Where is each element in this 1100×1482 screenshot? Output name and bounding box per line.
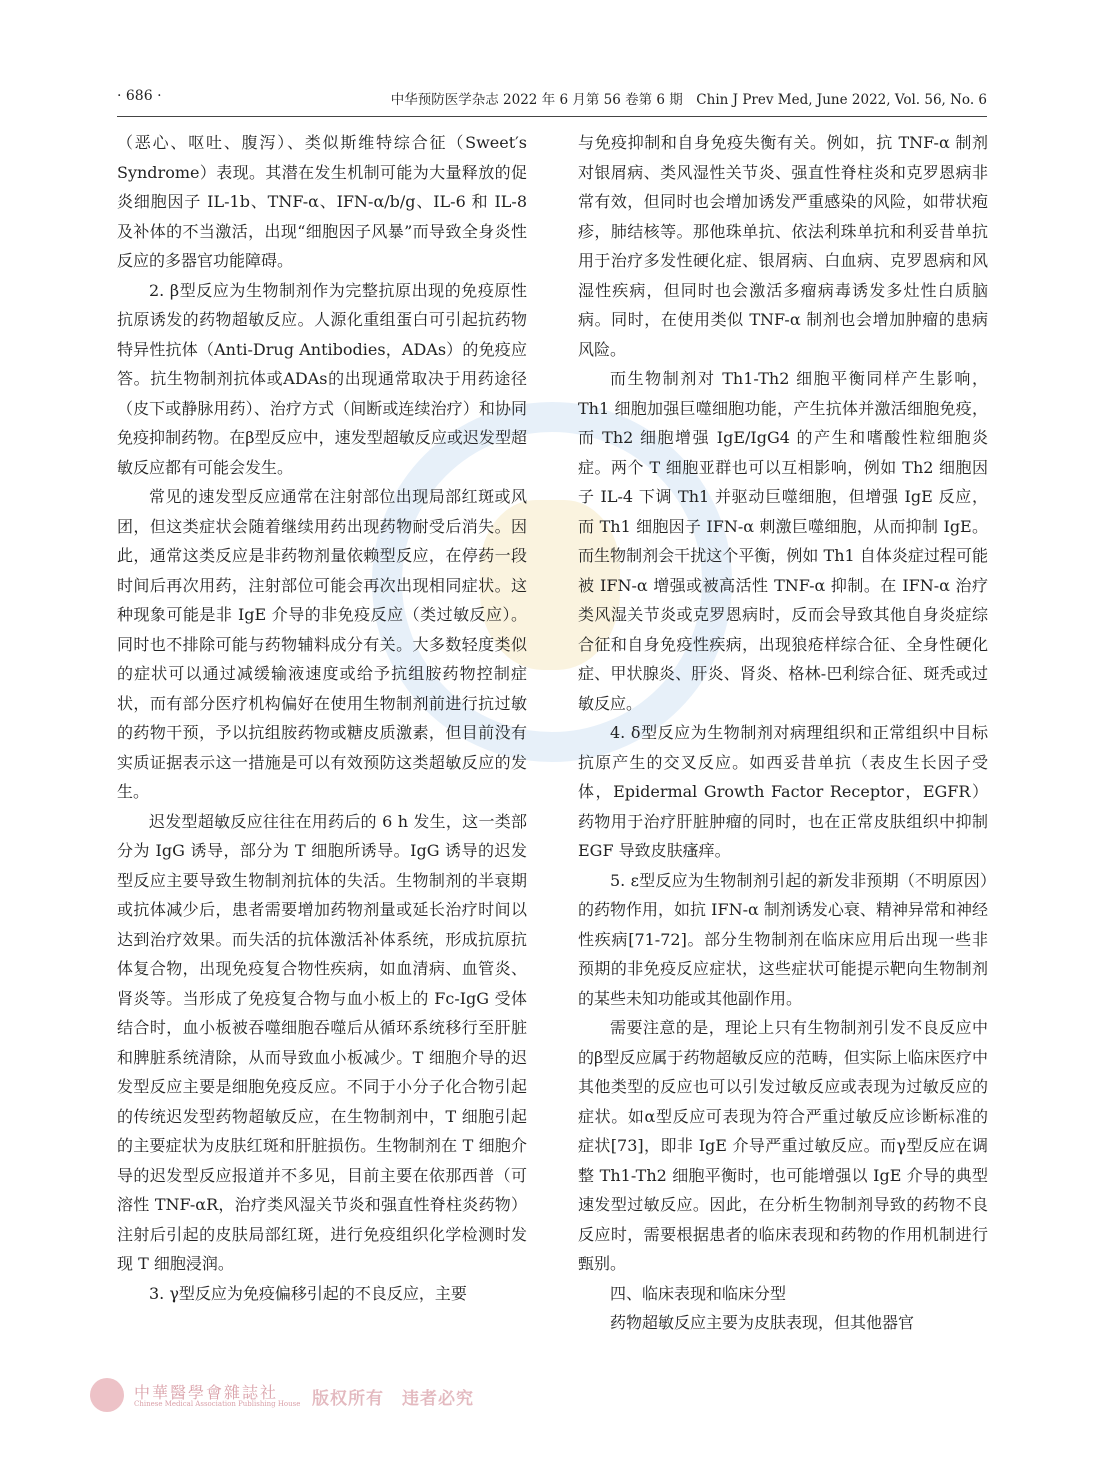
publisher-name: 中華醫學會雜誌社 [134, 1383, 279, 1402]
paragraph: 而生物制剂对 Th1-Th2 细胞平衡同样产生影响，Th1 细胞加强巨噬细胞功能，产生抗体并激活细胞免疫，而 Th2 细胞增强 IgE/IgG4 的产生和嗜酸性粒细胞炎症。两个 T 细胞亚群也可以互相影响，例如 Th2 细胞因子 IL-4 下调 Th1 并驱动巨噬细胞，但增强 IgE 反应，而 Th1 细胞因子 IFN-α 刺激巨噬细胞，从而抑制 IgE。而生物制剂会干扰这个平衡，例如 Th1 自体炎症过程可能被 IFN-α 增强或被高活性 TNF-α 抑制。在 IFN-α 治疗类风湿关节炎或克罗恩病时，反而会导致其他自身炎症综合征和自身免疫性疾病，出现狼疮样综合征、全身性硬化症、甲状腺炎、肝炎、肾炎、格林-巴利综合征、斑秃或过敏反应。 [578, 369, 988, 713]
paragraph: 5. ε型反应为生物制剂引起的新发非预期（不明原因）的药物作用，如抗 IFN-α 制剂诱发心衰、精神异常和神经性疾病[71-72]。部分生物制剂在临床应用后出现一些非预期的非免疫反应症状，这些症状可能提示靶向生物制剂的某些未知功能或其他副作用。 [578, 870, 988, 1008]
journal-citation: 中华预防医学杂志 2022 年 6 月第 56 卷第 6 期 Chin J Prev Med, June 2022, Vol. 56, No. 6 [390, 92, 987, 108]
publisher-name-en: Chinese Medical Association Publishing House [134, 1400, 301, 1408]
paragraph: 4. δ型反应为生物制剂对病理组织和正常组织中目标抗原产生的交叉反应。如西妥昔单抗（表皮生长因子受体，Epidermal Growth Factor Receptor，EGFR）药物用于治疗肝脏肿瘤的同时，也在正常皮肤组织中抑制 EGF 导致皮肤瘙痒。 [578, 723, 988, 860]
paragraph: 需要注意的是，理论上只有生物制剂引发不良反应中的β型反应属于药物超敏反应的范畴，但实际上临床医疗中其他类型的反应也可以引发过敏反应或表现为过敏反应的症状。如α型反应可表现为符合严重过敏反应诊断标准的症状[73]，即非 IgE 介导严重过敏反应。而γ型反应在调整 Th1-Th2 细胞平衡时，也可能增强以 IgE 介导的典型速发型过敏反应。因此，在分析生物制剂导致的药物不良反应时，需要根据患者的临床表现和药物的作用机制进行甄别。 [578, 1018, 988, 1273]
paragraph: （恶心、呕吐、腹泻）、类似斯维特综合征（Sweet′s Syndrome）表现。其潜在发生机制可能为大量释放的促炎细胞因子 IL-1b、TNF-α、IFN-α/b/g、IL-6 和 IL-8 及补体的不当激活，出现“细胞因子风暴”而导致全身炎性反应的多器官功能障碍。 [117, 133, 527, 270]
paragraph: 药物超敏反应主要为皮肤表现，但其他器官 [610, 1313, 915, 1332]
right-column [578, 128, 988, 1338]
section-heading: 四、临床表现和临床分型 [610, 1283, 787, 1303]
header-rule [117, 116, 987, 117]
paragraph: 3. γ型反应为免疫偏移引起的不良反应，主要 [149, 1283, 467, 1303]
paragraph: 2. β型反应为生物制剂作为完整抗原出现的免疫原性抗原诱发的药物超敏反应。人源化重组蛋白可引起抗药物特异性抗体（Anti-Drug Antibodies，ADAs）的免疫应答。抗生物制剂抗体或ADAs的出现通常取决于用药途径（皮下或静脉用药）、治疗方式（间断或连续治疗）和协同免疫抑制药物。在β型反应中，速发型超敏反应或迟发型超敏反应都有可能会发生。 [117, 280, 527, 477]
publisher-logo-icon [90, 1378, 124, 1412]
running-header [117, 86, 987, 114]
paragraph: 与免疫抑制和自身免疫失衡有关。例如，抗 TNF-α 制剂对银屑病、类风湿性关节炎、强直性脊柱炎和克罗恩病非常有效，但同时也会增加诱发严重感染的风险，如带状疱疹，肺结核等。那他珠单抗、依法利珠单抗和利妥昔单抗用于治疗多发性硬化症、银屑病、白血病、克罗恩病和风湿性疾病，但同时也会激活多瘤病毒诱发多灶性白质脑病。同时，在使用类似 TNF-α 制剂也会增加肿瘤的患病风险。 [578, 133, 988, 359]
page-number: · 686 · [117, 88, 162, 104]
paragraph: 常见的速发型反应通常在注射部位出现局部红斑或风团，但这类症状会随着继续用药出现药物耐受后消失。因此，通常这类反应是非药物剂量依赖型反应，在停药一段时间后再次用药，注射部位可能会再次出现相同症状。这种现象可能是非 IgE 介导的非免疫反应（类过敏反应）。同时也不排除可能与药物辅料成分有关。大多数轻度类似的症状可以通过减缓输液速度或给予抗组胺药物控制症状，而有部分医疗机构偏好在使用生物制剂前进行抗过敏的药物干预，予以抗组胺药物或糖皮质激素，但目前没有实质证据表示这一措施是可以有效预防这类超敏反应的发生。 [117, 487, 527, 801]
paragraph: 迟发型超敏反应往往在用药后的 6 h 发生，这一类部分为 IgG 诱导，部分为 T 细胞所诱导。IgG 诱导的迟发型反应主要导致生物制剂抗体的失活。生物制剂的半衰期或抗体减少后，患者需要增加药物剂量或延长治疗时间以达到治疗效果。而失活的抗体激活补体系统，形成抗原抗体复合物，出现免疫复合物性疾病，如血清病、血管炎、肾炎等。当形成了免疫复合物与血小板上的 Fc-IgG 受体结合时，血小板被吞噬细胞吞噬后从循环系统移行至肝脏和脾脏系统清除，从而导致血小板减少。T 细胞介导的迟发型反应主要是细胞免疫反应。不同于小分子化合物引起的传统迟发型药物超敏反应，在生物制剂中，T 细胞引起的主要症状为皮肤红斑和肝脏损伤。生物制剂在 T 细胞介导的迟发型反应报道并不多见，目前主要在依那西普（可溶性 TNF-αR，治疗类风湿关节炎和强直性脊柱炎药物）注射后引起的皮肤局部红斑，进行免疫组织化学检测时发现 T 细胞浸润。 [117, 811, 527, 1273]
copyright-notice: 版权所有 违者必究 [312, 1389, 474, 1409]
left-column [117, 128, 527, 1308]
